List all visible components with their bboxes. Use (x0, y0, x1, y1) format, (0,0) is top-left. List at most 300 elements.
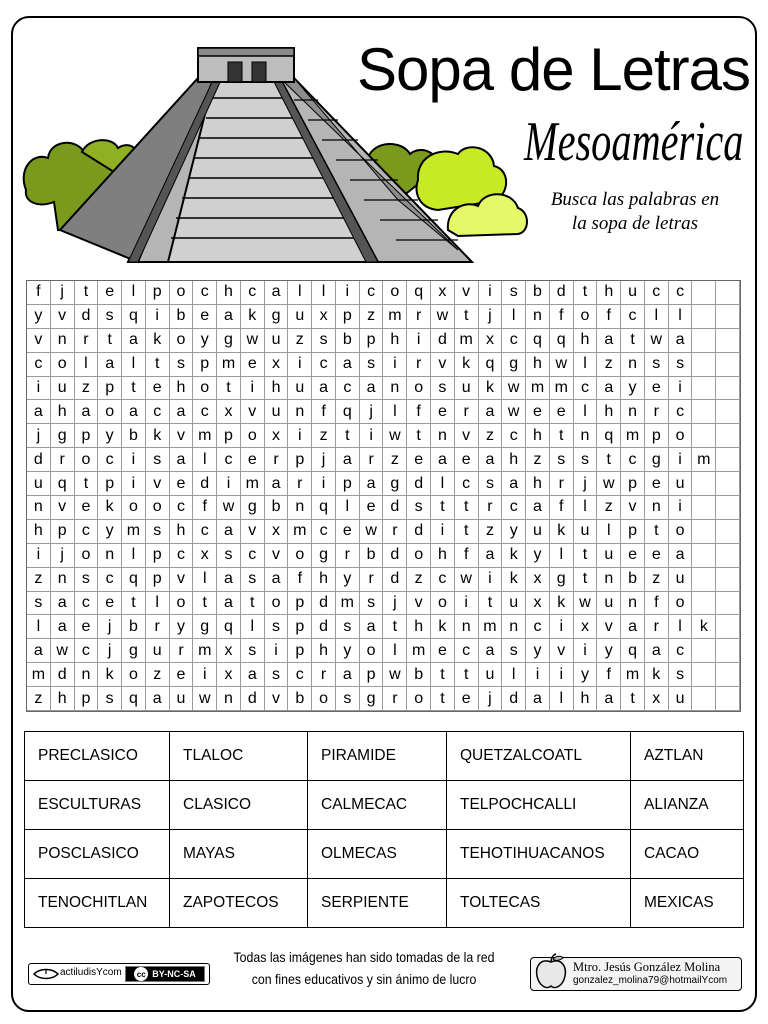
grid-cell: e (146, 377, 170, 401)
grid-cell: t (645, 520, 669, 544)
grid-cell: p (288, 639, 312, 663)
grid-cell: d (550, 281, 574, 305)
grid-cell: h (407, 615, 431, 639)
grid-cell: a (122, 400, 146, 424)
grid-cell: g (645, 448, 669, 472)
grid-cell: p (360, 329, 384, 353)
grid-cell: o (122, 663, 146, 687)
grid-cell: a (502, 472, 526, 496)
grid-cell: c (669, 400, 693, 424)
grid-cell: g (241, 496, 265, 520)
grid-cell: i (550, 615, 574, 639)
grid-cell: z (645, 568, 669, 592)
grid-cell: b (170, 305, 194, 329)
grid-cell: a (669, 329, 693, 353)
grid-cell: t (621, 329, 645, 353)
grid-cell: u (574, 520, 598, 544)
grid-cell: r (479, 496, 503, 520)
grid-cell: i (217, 472, 241, 496)
grid-cell: a (479, 639, 503, 663)
grid-cell: e (360, 496, 384, 520)
instruction-line-2: la sopa de letras (571, 213, 699, 234)
grid-cell: d (407, 520, 431, 544)
grid-cell: a (597, 687, 621, 711)
grid-cell: c (75, 592, 99, 616)
grid-cell: h (312, 568, 336, 592)
grid-cell: f (550, 496, 574, 520)
grid-cell: c (312, 520, 336, 544)
grid-cell (692, 687, 716, 711)
grid-cell: t (574, 281, 598, 305)
grid-cell: n (597, 568, 621, 592)
site-logo (28, 963, 210, 985)
grid-cell (692, 520, 716, 544)
grid-cell: i (312, 472, 336, 496)
grid-cell: w (502, 377, 526, 401)
grid-cell: s (336, 615, 360, 639)
grid-cell: y (27, 305, 51, 329)
grid-cell: s (431, 377, 455, 401)
grid-cell: r (407, 305, 431, 329)
grid-cell: m (383, 305, 407, 329)
grid-cell: z (360, 305, 384, 329)
grid-cell: c (645, 281, 669, 305)
grid-cell: o (170, 281, 194, 305)
grid-cell: g (502, 353, 526, 377)
grid-cell: p (621, 520, 645, 544)
grid-cell: b (336, 329, 360, 353)
grid-cell: s (360, 353, 384, 377)
grid-cell: k (455, 353, 479, 377)
grid-cell: l (383, 639, 407, 663)
word-item: PRECLASICO (25, 732, 170, 781)
grid-cell (716, 400, 740, 424)
footer-note-line-2: con fines educativos y sin ánimo de lucro (251, 971, 477, 987)
grid-cell: a (431, 448, 455, 472)
grid-cell: n (383, 377, 407, 401)
grid-cell: n (51, 568, 75, 592)
grid-cell: i (27, 377, 51, 401)
grid-cell: z (27, 687, 51, 711)
grid-cell: i (360, 424, 384, 448)
grid-cell: a (265, 281, 289, 305)
grid-cell: t (574, 544, 598, 568)
grid-cell: u (265, 400, 289, 424)
grid-cell: l (193, 448, 217, 472)
grid-cell: s (27, 592, 51, 616)
grid-cell: r (360, 568, 384, 592)
grid-cell: m (193, 639, 217, 663)
grid-cell: d (312, 615, 336, 639)
grid-cell: b (526, 281, 550, 305)
grid-cell: x (574, 615, 598, 639)
grid-cell: u (479, 663, 503, 687)
grid-cell: j (479, 305, 503, 329)
grid-cell: n (574, 424, 598, 448)
grid-cell: l (122, 281, 146, 305)
grid-cell: f (407, 400, 431, 424)
grid-cell: q (407, 281, 431, 305)
grid-cell (716, 568, 740, 592)
grid-cell: m (692, 448, 716, 472)
grid-cell: q (122, 687, 146, 711)
grid-cell: m (407, 639, 431, 663)
grid-cell: r (550, 472, 574, 496)
grid-cell: c (98, 568, 122, 592)
grid-cell: l (241, 615, 265, 639)
grid-cell: a (217, 305, 241, 329)
grid-cell: a (621, 615, 645, 639)
grid-cell: v (455, 281, 479, 305)
grid-cell: i (27, 544, 51, 568)
grid-cell: e (241, 353, 265, 377)
grid-cell: s (336, 687, 360, 711)
word-item: ALIANZA (631, 781, 744, 830)
grid-cell: e (645, 377, 669, 401)
grid-cell: d (383, 568, 407, 592)
grid-cell: t (455, 520, 479, 544)
grid-cell: l (27, 615, 51, 639)
grid-cell: a (241, 663, 265, 687)
instruction-line-1: Busca las palabras en (550, 189, 720, 210)
grid-cell: j (383, 592, 407, 616)
grid-cell: s (312, 329, 336, 353)
grid-cell: i (265, 639, 289, 663)
word-item: OLMECAS (308, 830, 447, 879)
grid-cell: i (383, 353, 407, 377)
grid-cell: g (51, 424, 75, 448)
grid-cell: a (170, 448, 194, 472)
grid-cell: w (550, 353, 574, 377)
grid-cell: i (146, 305, 170, 329)
grid-cell: g (550, 568, 574, 592)
grid-cell: e (75, 496, 99, 520)
word-item: CLASICO (170, 781, 308, 830)
grid-cell: v (170, 424, 194, 448)
grid-cell: v (265, 687, 289, 711)
grid-cell: s (265, 615, 289, 639)
grid-cell: p (75, 424, 99, 448)
grid-cell: n (288, 400, 312, 424)
grid-cell: m (288, 520, 312, 544)
page-subtitle: Mesoamérica (524, 111, 744, 173)
grid-cell: h (383, 329, 407, 353)
letter-grid (26, 280, 741, 712)
grid-cell: t (574, 568, 598, 592)
grid-cell: e (645, 472, 669, 496)
grid-cell: h (27, 520, 51, 544)
grid-cell: e (455, 687, 479, 711)
grid-cell: x (265, 424, 289, 448)
grid-cell: t (407, 424, 431, 448)
grid-cell: f (597, 663, 621, 687)
word-item: POSCLASICO (25, 830, 170, 879)
grid-cell: s (98, 305, 122, 329)
grid-cell: t (621, 687, 645, 711)
grid-cell: i (122, 472, 146, 496)
grid-cell: s (550, 448, 574, 472)
grid-cell: q (336, 400, 360, 424)
grid-cell: s (146, 520, 170, 544)
grid-cell: v (241, 520, 265, 544)
author-email: gonzalez_molina79@hotmailYcom (573, 975, 728, 986)
grid-cell: l (550, 544, 574, 568)
word-item: AZTLAN (631, 732, 744, 781)
grid-cell: l (597, 520, 621, 544)
grid-cell: a (27, 400, 51, 424)
grid-cell: m (455, 329, 479, 353)
grid-cell: q (51, 472, 75, 496)
grid-cell: t (217, 377, 241, 401)
grid-cell (692, 329, 716, 353)
grid-cell: w (383, 663, 407, 687)
grid-cell: w (455, 568, 479, 592)
grid-cell (716, 448, 740, 472)
grid-cell (716, 305, 740, 329)
grid-cell (716, 377, 740, 401)
grid-cell: r (645, 400, 669, 424)
grid-cell: w (645, 329, 669, 353)
grid-cell: w (51, 639, 75, 663)
grid-cell: n (502, 615, 526, 639)
grid-cell: k (431, 615, 455, 639)
grid-cell: p (98, 377, 122, 401)
grid-cell: t (431, 687, 455, 711)
grid-cell: r (265, 448, 289, 472)
grid-cell: v (407, 592, 431, 616)
grid-cell: l (288, 281, 312, 305)
grid-cell: u (288, 305, 312, 329)
grid-cell: r (146, 615, 170, 639)
grid-cell: s (502, 639, 526, 663)
grid-cell: y (193, 329, 217, 353)
grid-cell: c (455, 639, 479, 663)
grid-cell (716, 544, 740, 568)
grid-cell: o (98, 400, 122, 424)
grid-cell: a (597, 377, 621, 401)
grid-cell: a (360, 615, 384, 639)
grid-cell: u (27, 472, 51, 496)
grid-cell: h (597, 281, 621, 305)
grid-cell: f (550, 305, 574, 329)
grid-cell: z (597, 496, 621, 520)
grid-cell: d (431, 329, 455, 353)
grid-cell: e (645, 544, 669, 568)
grid-cell: w (383, 424, 407, 448)
grid-cell: h (574, 687, 598, 711)
grid-cell: p (75, 687, 99, 711)
grid-cell: s (360, 592, 384, 616)
grid-cell: w (193, 687, 217, 711)
grid-cell: x (265, 520, 289, 544)
grid-cell: c (146, 400, 170, 424)
grid-cell: a (27, 639, 51, 663)
grid-cell: d (312, 592, 336, 616)
grid-cell: a (360, 377, 384, 401)
grid-cell: u (288, 377, 312, 401)
grid-cell: m (217, 353, 241, 377)
grid-cell: z (288, 329, 312, 353)
grid-cell: q (217, 615, 241, 639)
grid-cell: z (75, 377, 99, 401)
grid-cell: r (75, 329, 99, 353)
grid-cell: p (51, 520, 75, 544)
grid-cell: q (550, 329, 574, 353)
grid-cell: f (455, 544, 479, 568)
grid-cell: t (431, 663, 455, 687)
grid-cell: v (621, 496, 645, 520)
grid-cell: g (312, 544, 336, 568)
grid-cell: f (312, 400, 336, 424)
grid-cell: w (217, 496, 241, 520)
grid-cell: a (645, 639, 669, 663)
grid-cell: o (170, 592, 194, 616)
grid-cell: i (431, 520, 455, 544)
grid-cell: u (669, 568, 693, 592)
grid-cell: n (621, 400, 645, 424)
grid-cell: o (669, 592, 693, 616)
grid-cell: a (336, 448, 360, 472)
grid-cell: e (526, 400, 550, 424)
grid-cell: o (75, 544, 99, 568)
grid-cell: c (526, 615, 550, 639)
grid-cell: e (241, 448, 265, 472)
grid-cell: b (288, 687, 312, 711)
grid-cell: n (51, 329, 75, 353)
grid-cell (692, 496, 716, 520)
word-row (25, 879, 744, 928)
grid-cell: i (526, 663, 550, 687)
grid-cell: k (692, 615, 716, 639)
grid-cell: p (146, 544, 170, 568)
grid-cell: a (75, 400, 99, 424)
grid-cell: a (122, 329, 146, 353)
grid-cell: e (170, 663, 194, 687)
grid-cell: w (597, 472, 621, 496)
grid-cell: y (502, 520, 526, 544)
grid-cell: h (51, 400, 75, 424)
grid-cell: l (502, 663, 526, 687)
grid-cell: f (193, 496, 217, 520)
grid-cell (692, 377, 716, 401)
grid-cell: r (288, 472, 312, 496)
grid-cell: i (455, 592, 479, 616)
grid-cell: k (502, 568, 526, 592)
grid-cell (716, 592, 740, 616)
grid-cell: d (502, 687, 526, 711)
grid-cell: u (51, 377, 75, 401)
grid-cell: m (122, 520, 146, 544)
grid-cell: c (502, 496, 526, 520)
word-item: CALMECAC (308, 781, 447, 830)
author-box (530, 957, 742, 991)
grid-cell: v (455, 424, 479, 448)
grid-cell: a (265, 472, 289, 496)
grid-cell: c (360, 281, 384, 305)
grid-cell: c (312, 353, 336, 377)
grid-cell (716, 281, 740, 305)
grid-cell: d (75, 305, 99, 329)
grid-cell: h (526, 424, 550, 448)
grid-cell: n (27, 496, 51, 520)
grid-cell: y (597, 639, 621, 663)
grid-cell: k (550, 520, 574, 544)
grid-cell: a (265, 568, 289, 592)
grid-cell: k (502, 544, 526, 568)
grid-cell: x (431, 281, 455, 305)
grid-cell: o (574, 305, 598, 329)
grid-cell: q (312, 496, 336, 520)
grid-cell: c (574, 377, 598, 401)
grid-cell: d (241, 687, 265, 711)
license-badge (125, 966, 205, 982)
grid-cell: a (217, 568, 241, 592)
grid-cell (716, 615, 740, 639)
word-item: TEHOTIHUACANOS (447, 830, 631, 879)
grid-cell: c (669, 281, 693, 305)
grid-cell: x (265, 353, 289, 377)
grid-cell: x (479, 329, 503, 353)
grid-cell: u (146, 639, 170, 663)
grid-cell: z (597, 353, 621, 377)
grid-cell: c (217, 448, 241, 472)
grid-cell: o (312, 687, 336, 711)
grid-cell: k (98, 663, 122, 687)
grid-cell: u (669, 687, 693, 711)
word-list-table (24, 731, 744, 928)
grid-cell: n (75, 663, 99, 687)
grid-cell: d (51, 663, 75, 687)
grid-cell: c (502, 424, 526, 448)
grid-cell: c (431, 568, 455, 592)
grid-cell: a (526, 687, 550, 711)
grid-cell: a (217, 592, 241, 616)
grid-cell: d (383, 544, 407, 568)
grid-cell: h (217, 281, 241, 305)
grid-cell: t (479, 592, 503, 616)
grid-cell: j (27, 424, 51, 448)
grid-cell: i (550, 663, 574, 687)
grid-cell: b (122, 424, 146, 448)
grid-cell: q (597, 424, 621, 448)
grid-cell: o (75, 448, 99, 472)
grid-cell: t (431, 496, 455, 520)
grid-cell: m (526, 377, 550, 401)
grid-cell: n (98, 544, 122, 568)
grid-cell: t (193, 592, 217, 616)
grid-cell: k (98, 496, 122, 520)
grid-cell (692, 305, 716, 329)
grid-cell: l (122, 353, 146, 377)
grid-cell: a (479, 400, 503, 424)
grid-cell: o (122, 496, 146, 520)
grid-cell: a (526, 496, 550, 520)
grid-cell: j (479, 687, 503, 711)
grid-cell: a (360, 472, 384, 496)
word-row (25, 830, 744, 879)
grid-cell: r (312, 663, 336, 687)
grid-cell: x (193, 544, 217, 568)
grid-cell: i (193, 663, 217, 687)
grid-cell: i (669, 496, 693, 520)
grid-cell: c (170, 496, 194, 520)
grid-cell: u (669, 472, 693, 496)
grid-cell: w (360, 520, 384, 544)
grid-cell: p (360, 663, 384, 687)
grid-cell: p (645, 424, 669, 448)
grid-cell: h (265, 377, 289, 401)
grid-cell: v (27, 329, 51, 353)
